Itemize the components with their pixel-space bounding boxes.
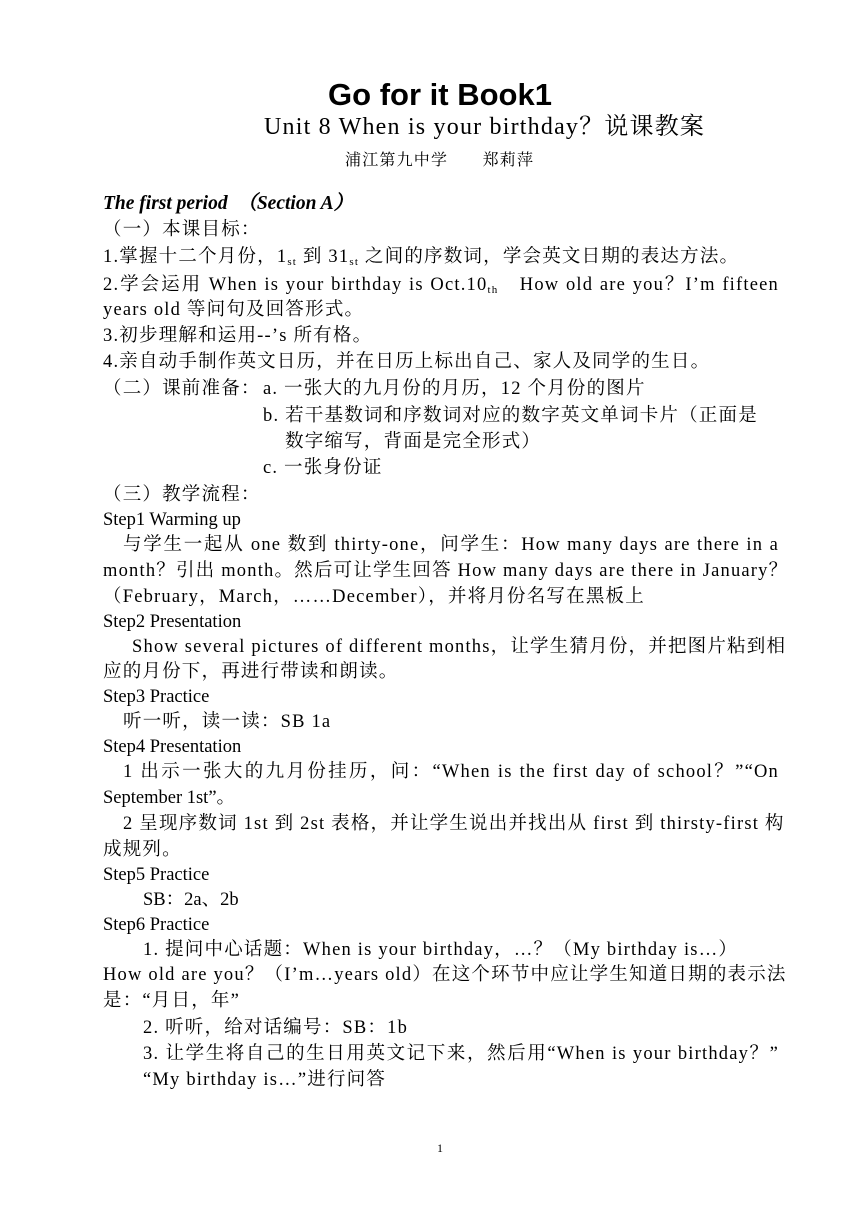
step1-line-1: 与学生一起从 one 数到 thirty-one，问学生：How many days are there in a	[123, 535, 779, 555]
prep-item-c: c. 一张身份证	[263, 458, 383, 478]
step6-line-1: 1. 提问中心话题：When is your birthday，…？（My birthday is…）	[143, 940, 739, 960]
document-subtitle: Unit 8 When is your birthday？说课教案	[264, 114, 706, 140]
step6-line-4: 2. 听听，给对话编号：SB：1b	[143, 1018, 409, 1038]
goal-1-text-a: 1.掌握十二个月份，1	[103, 247, 288, 267]
step5-line-1: SB：2a、2b	[143, 890, 239, 910]
step6-line-2: How old are you？（I’m…years old）在这个环节中应让学生知道日期的表示法	[103, 965, 787, 985]
document-title: Go for it Book1	[328, 77, 552, 112]
step2-line-2: 应的月份下，再进行带读和朗读。	[103, 662, 399, 682]
page-number: 1	[437, 1141, 443, 1155]
step6-title: Step6 Practice	[103, 915, 210, 935]
goal-2-line-2: years old 等问句及回答形式。	[103, 300, 365, 320]
step4-title: Step4 Presentation	[103, 737, 242, 757]
goal-2-line-1	[103, 273, 779, 298]
goal-4: 4.亲自动手制作英文日历，并在日历上标出自己、家人及同学的生日。	[103, 352, 711, 372]
step2-line-1: Show several pictures of different months，让学生猜月份，并把图片粘到相	[132, 637, 787, 657]
period-heading: The first period （Section A）	[103, 193, 354, 214]
goal-3: 3.初步理解和运用--’s 所有格。	[103, 326, 373, 346]
step1-line-2: month？引出 month。然后可让学生回答 How many days are there in January？	[103, 561, 789, 581]
author-line: 浦江第九中学 郑莉萍	[345, 152, 535, 169]
goal-2-text-b: How old are you？I’m fifteen	[498, 275, 779, 295]
step4-line-3: 2 呈现序数词 1st 到 2st 表格，并让学生说出并找出从 first 到 thirsty-first 构	[123, 814, 785, 834]
prep-item-b-line-1: b. 若干基数词和序数词对应的数字英文单词卡片（正面是	[263, 406, 758, 426]
step6-line-3: 是：“月日，年”	[103, 991, 241, 1011]
prep-item-b-line-2: 数字缩写，背面是完全形式）	[285, 432, 542, 452]
step6-line-6: “My birthday is…”进行问答	[143, 1070, 387, 1090]
goal-1-sub-2: st	[349, 256, 360, 268]
step1-title: Step1 Warming up	[103, 510, 241, 530]
step3-title: Step3 Practice	[103, 687, 210, 707]
prep-item-a: a. 一张大的九月份的月历，12 个月份的图片	[263, 379, 646, 399]
step4-line-4: 成规列。	[103, 840, 182, 860]
goal-1	[103, 245, 739, 270]
goal-1-text-c: 之间的序数词，学会英文日期的表达方法。	[359, 247, 740, 267]
step5-title: Step5 Practice	[103, 865, 210, 885]
step6-line-5: 3. 让学生将自己的生日用英文记下来，然后用“When is your birthday？”	[143, 1044, 779, 1064]
goal-2-sub: th	[487, 284, 499, 296]
goal-2-text-a: 2.学会运用 When is your birthday is Oct.10	[103, 275, 488, 295]
step4-line-1: 1 出示一张大的九月份挂历，问：“When is the first day of school？”“On	[123, 762, 779, 782]
goal-1-text-b: 到 31	[297, 247, 350, 267]
process-heading: （三）教学流程：	[103, 485, 261, 505]
step3-line-1: 听一听，读一读：SB 1a	[123, 712, 332, 732]
goals-heading: （一）本课目标：	[103, 220, 261, 240]
step1-line-3: （February，March，……December），并将月份名写在黑板上	[103, 587, 645, 607]
step2-title: Step2 Presentation	[103, 612, 242, 632]
goal-1-sub-1: st	[287, 256, 298, 268]
prep-heading: （二）课前准备：	[103, 379, 261, 399]
step4-line-2: September 1st”。	[103, 788, 236, 808]
